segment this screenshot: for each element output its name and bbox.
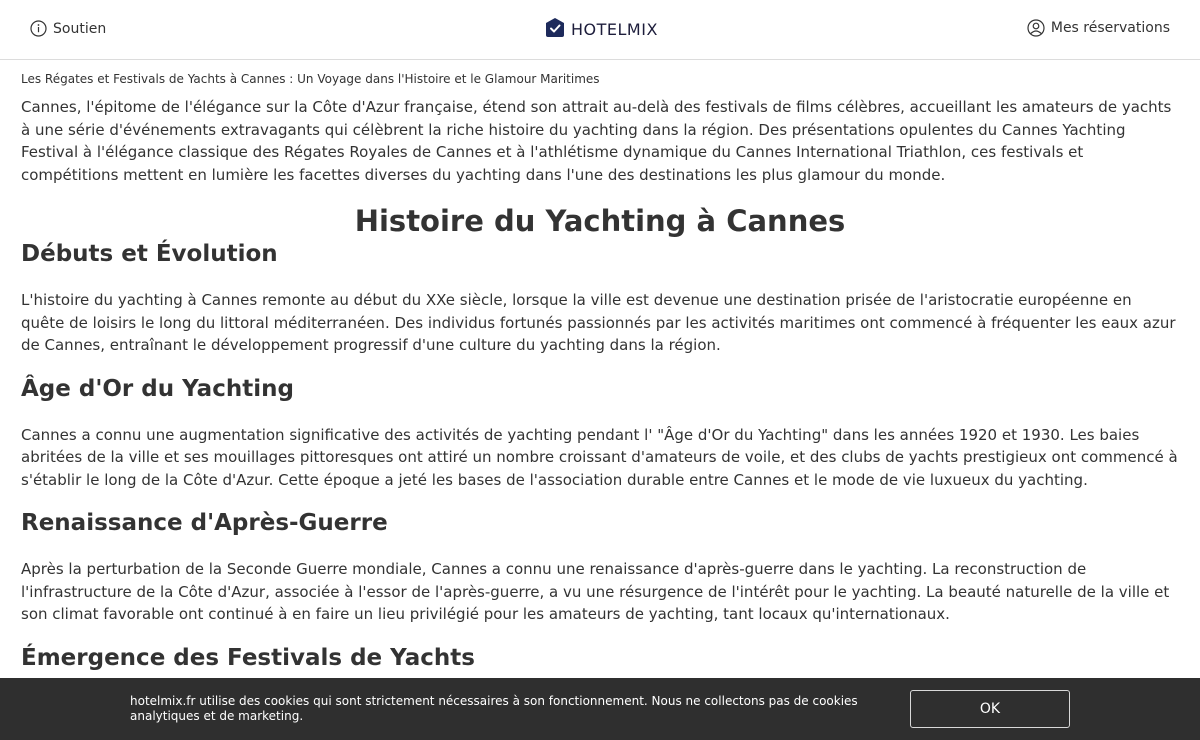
support-label: Soutien <box>53 20 107 37</box>
my-reservations-link[interactable] <box>1027 19 1170 37</box>
section-title: Débuts et Évolution <box>21 241 278 267</box>
cookie-notice-text: hotelmix.fr utilise des cookies qui sont strictement nécessaires à son fonctionnement. Nous ne collectons pas de cookies analytiques et de marketing. <box>130 694 858 723</box>
site-header <box>0 0 1200 60</box>
page-title: Histoire du Yachting à Cannes <box>354 204 846 238</box>
section-text: Cannes a connu une augmentation significative des activités de yachting pendant l' "Âge d'Or du Yachting" dans les années 1920 et 1930. Les baies abritées de la ville et ses mouillages pittoresques ont attiré un nombre croissant d'amateurs de voile, et des clubs de yachts prestigieux ont commencé à s'établir le long de la Côte d'Azur. Cette époque a jeté les bases de l'association durable entre Cannes et le mode de vie luxueux du yachting. <box>21 425 1178 489</box>
section-title: Âge d'Or du Yachting <box>21 375 294 402</box>
hotelmix-logo[interactable] <box>545 17 658 42</box>
my-reservations-label: Mes réservations <box>1050 20 1170 36</box>
article <box>0 60 1200 673</box>
cookie-banner <box>0 678 1200 740</box>
breadcrumb: Les Régates et Festivals de Yachts à Cannes : Un Voyage dans l'Histoire et le Glamour Maritimes <box>21 72 600 86</box>
info-icon <box>30 20 47 37</box>
section-title: Émergence des Festivals de Yachts <box>21 644 475 671</box>
user-circle-icon <box>1027 19 1045 37</box>
intro-paragraph: Cannes, l'épitome de l'élégance sur la Côte d'Azur française, étend son attrait au-delà des festivals de films célèbres, accueillant les amateurs de yachts à une série d'événements extravagants qui célèbrent la riche histoire du yachting dans la région. Des présentations opulentes du Cannes Yachting Festival à l'élégance classique des Régates Royales de Cannes et à l'athlétisme dynamique du Cannes International Triathlon, ces festivals et compétitions mettent en lumière les facettes diverses du yachting dans l'une des destinations les plus glamour du monde. <box>21 98 1172 184</box>
section-text: L'histoire du yachting à Cannes remonte au début du XXe siècle, lorsque la ville est devenue une destination prisée de l'aristocratie européenne en quête de loisirs le long du littoral méditerranéen. Des individus fortunés passionnés par les activités maritimes ont commencé à fréquenter les eaux azur de Cannes, entraînant le développement progressif d'une culture du yachting dans la région. <box>21 291 1176 354</box>
section-text: Après la perturbation de la Seconde Guerre mondiale, Cannes a connu une renaissance d'après-guerre dans le yachting. La reconstruction de l'infrastructure de la Côte d'Azur, associée à l'essor de l'après-guerre, a vu une résurgence de l'intérêt pour le yachting. La beauté naturelle de la ville et son climat favorable ont continué à en faire un lieu privilégié pour les amateurs de yachting, tant locaux qu'internationaux. <box>21 560 1170 623</box>
house-check-icon <box>545 17 565 42</box>
section-title: Renaissance d'Après-Guerre <box>21 510 388 536</box>
logo-text: HOTELMIX <box>571 20 658 39</box>
support-link[interactable] <box>30 20 106 37</box>
cookie-ok-button[interactable]: OK <box>910 690 1070 728</box>
